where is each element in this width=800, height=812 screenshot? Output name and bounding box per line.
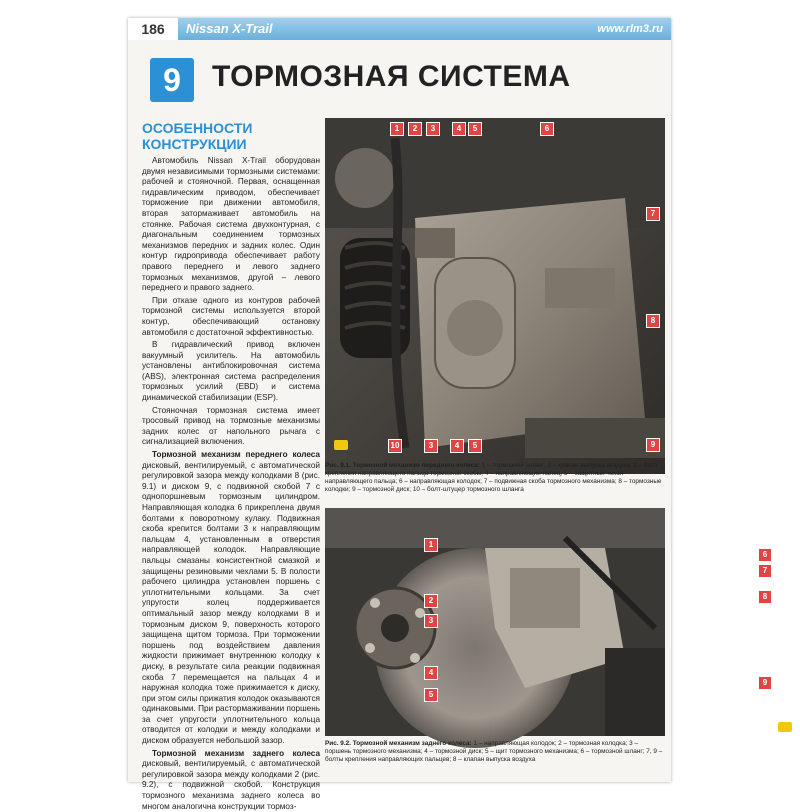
hint-icon xyxy=(778,722,792,732)
paragraph xyxy=(142,450,320,747)
callout-label: 8 xyxy=(758,590,772,604)
paragraph: Автомобиль Nissan X-Trail оборудован двумя независимыми тормозными системами: рабочей и стояночной. Первая, оснащенная гидравлическим приводом, обеспечивает торможение при движении автомобиля, вторая затормаживает автомобиль на стоянке. Рабочая система двухконтурная, с диагональным соединением тормозных механизмов передних и задних колес. Один контур гидропривода обеспечивает работу правого переднего и левого заднего тормозных механизмов, другой – левого переднего и правого заднего. xyxy=(142,156,320,293)
chapter-title: ТОРМОЗНАЯ СИСТЕМА xyxy=(212,60,571,93)
callout-label: 5 xyxy=(424,688,438,702)
paragraph: В гидравлический привод включен вакуумный усилитель. На автомобиль установлены антиблокировочная система (ABS), электронная система распределения тормозных усилий (EBD) и система динамической стабилизации (ESP). xyxy=(142,340,320,403)
manual-page xyxy=(128,18,768,811)
paragraph-heading: Тормозной механизм переднего колеса xyxy=(152,450,320,460)
callout-label: 3 xyxy=(424,439,438,453)
caption-text: 1 – направляющая колодок; 2 – тормозная колодка; 3 – поршень тормозного механизма; 4 – тормозной диск; 5 – щит тормозного механизма; 6 – тормозной шланг; 7, 9 – болты крепления направляющих пальцев; 8 – клапан выпуска воздуха xyxy=(325,740,663,763)
paragraph-text: дисковый, вентилируемый, с автоматической регулировкой зазора между колодками 2 (рис. 9.2), с подвижной скобой. Конструкция тормозного механизма заднего колеса во многом аналогична конструкции тормоз- xyxy=(142,759,320,811)
callout-label: 4 xyxy=(450,439,464,453)
figure2-caption xyxy=(325,740,665,776)
callout-label: 5 xyxy=(468,122,482,136)
paragraph-text: дисковый, вентилируемый, с автоматической регулировкой зазора между колодками 8 (рис. 9.1) и диском 9, с подвижной скобой 7 с однопоршневым тормозным цилиндром. Направляющая колодка 6 прикреплена двумя болтами к поворотному кулаку. Подвижная скоба крепится болтами 3 к направляющим пальцам 4, установленным в отверстия направляющей колодок. Направляющие пальцы смазаны консистентной смазкой и защищены резиновыми чехлами 5. В полости рабочего цилиндра установлен поршень с уплотнительными кольцами. За счет упругости колец поддерживается оптимальный зазор между колодками 8 и тормозным диском 9, поверхность которого защищена щитом тормоза. При торможении поршень под воздействием давления жидкости прижимает внутреннюю колодку к диску, в результате сила реакции подвижная скоба 7 перемещается на пальцах 4 и наружная колодка тоже прижимается к диску, при этом силы прижатия колодок оказываются одинаковыми. При растормаживании поршень за счет упругости уплотнительного кольца отводится от колодки и между колодками и диском образуется небольшой зазор. xyxy=(142,460,320,746)
section-title: ОСОБЕННОСТИ КОНСТРУКЦИИ xyxy=(142,120,253,152)
callout-label: 3 xyxy=(424,614,438,628)
callout-label: 3 xyxy=(426,122,440,136)
callout-label: 10 xyxy=(388,439,402,453)
paragraph xyxy=(142,749,320,812)
figure1-caption xyxy=(325,462,665,506)
caption-label: Рис. 9.1. Тормозной механизм переднего колеса: xyxy=(325,462,480,469)
caption-text: 1 – тормозной шланг; 2 – клапан выпуска воздуха; 3 – болт крепления направляющего пальца тормозной скобы; 4 – направляющий палец; 5 – защитный чехол направляющего пальца; 6 – направляющая колодок; 7 – подвижная скоба тормозного механизма; 8 – тормозные колодки; 9 – тормозной диск; 10 – болт-штуцер тормозного шланга xyxy=(325,462,662,493)
callout-label: 7 xyxy=(758,564,772,578)
callout-label: 4 xyxy=(424,666,438,680)
callout-label: 8 xyxy=(646,314,660,328)
callout-label: 1 xyxy=(424,538,438,552)
callout-label: 4 xyxy=(452,122,466,136)
page-number: 186 xyxy=(128,18,178,40)
callout-label: 9 xyxy=(646,438,660,452)
front-brake-photo xyxy=(325,118,665,474)
body-text xyxy=(142,156,320,811)
callout-label: 6 xyxy=(540,122,554,136)
paragraph: При отказе одного из контуров рабочей тормозной системы используется второй контур, обеспечивающий остановку автомобиля с достаточной эффективностью. xyxy=(142,295,320,337)
page-header xyxy=(128,18,671,40)
callout-label: 9 xyxy=(758,676,772,690)
caption-label: Рис. 9.2. Тормозной механизм заднего колеса: xyxy=(325,740,472,747)
publisher-url: www.rlm3.ru xyxy=(597,23,663,35)
paragraph-heading: Тормозной механизм заднего колеса xyxy=(152,748,320,758)
callout-label: 2 xyxy=(408,122,422,136)
callout-label: 7 xyxy=(646,207,660,221)
chapter-number: 9 xyxy=(150,58,194,102)
callout-label: 2 xyxy=(424,594,438,608)
callout-label: 5 xyxy=(468,439,482,453)
paragraph: Стояночная тормозная система имеет тросовый привод на тормозные механизмы задних колес от напольного рычага с сигнализацией включения. xyxy=(142,405,320,447)
callout-label: 1 xyxy=(390,122,404,136)
callout-label: 6 xyxy=(758,548,772,562)
hint-icon xyxy=(334,440,348,450)
rear-brake-photo xyxy=(325,508,665,736)
book-title: Nissan X-Trail xyxy=(186,21,273,36)
